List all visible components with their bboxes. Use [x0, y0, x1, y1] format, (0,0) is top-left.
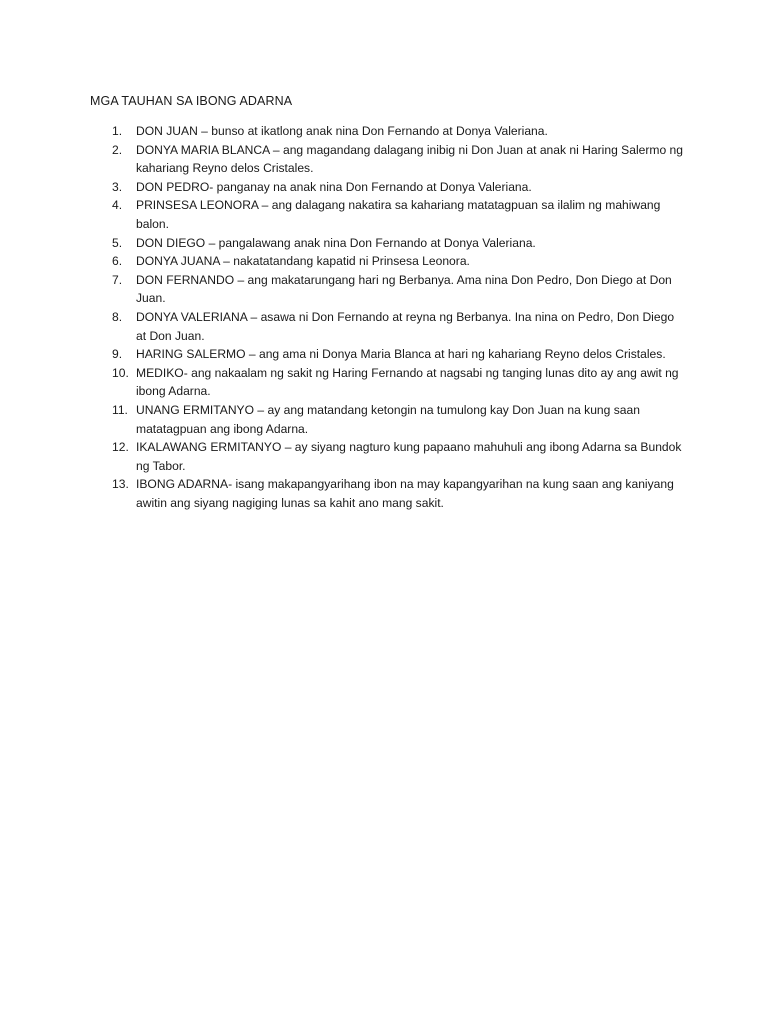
list-item-number: 11.	[112, 402, 128, 417]
list-item-text: DON JUAN – bunso at ikatlong anak nina Don Fernando at Donya Valeriana.	[136, 124, 548, 138]
list-item-number: 2.	[112, 142, 123, 157]
list-item	[90, 234, 686, 253]
list-item	[90, 345, 686, 364]
list-item	[90, 252, 686, 271]
character-list	[90, 122, 686, 512]
list-item-number: 3.	[112, 179, 123, 194]
list-item	[90, 178, 686, 197]
list-item	[90, 196, 686, 233]
list-item-text: DONYA JUANA – nakatatandang kapatid ni Prinsesa Leonora.	[136, 254, 470, 269]
list-item-text: DON PEDRO- panganay na anak nina Don Fernando at Donya Valeriana.	[136, 179, 532, 194]
list-item-number: 8.	[112, 309, 123, 324]
list-item	[90, 141, 686, 178]
list-item-number: 13.	[112, 477, 129, 492]
list-item-number: 7.	[112, 272, 123, 287]
list-item-text: MEDIKO- ang nakaalam ng sakit ng Haring Fernando at nagsabi ng tanging lunas dito ay ang awit ng ibong Adarna.	[136, 365, 679, 399]
list-item-text: IBONG ADARNA- isang makapangyarihang ibon na may kapangyarihan na kung saan ang kaniyang awitin ang siyang nagiging lunas sa kahit ano mang sakit.	[136, 477, 674, 510]
list-item-text: UNANG ERMITANYO – ay ang matandang ketongin na tumulong kay Don Juan na kung saan matatagpuan ang ibong Adarna.	[136, 402, 640, 436]
document-title: MGA TAUHAN SA IBONG ADARNA	[90, 94, 293, 108]
list-item	[90, 475, 686, 512]
list-item-number: 10.	[112, 365, 129, 380]
list-item-number: 12.	[112, 440, 129, 455]
list-item	[90, 438, 686, 475]
list-item-number: 9.	[112, 347, 123, 362]
list-item-text: IKALAWANG ERMITANYO – ay siyang nagturo kung papaano mahuhuli ang ibong Adarna sa Bundok ng Tabor.	[136, 440, 682, 473]
list-item	[90, 401, 686, 438]
list-item-text: DON FERNANDO – ang makatarungang hari ng Berbanya. Ama nina Don Pedro, Don Diego at Don Juan.	[136, 272, 672, 306]
list-item	[90, 364, 686, 401]
list-item-number: 4.	[112, 198, 123, 213]
list-item-text: HARING SALERMO – ang ama ni Donya Maria Blanca at hari ng kahariang Reyno delos Cristales.	[136, 347, 666, 362]
list-item-text: DONYA VALERIANA – asawa ni Don Fernando at reyna ng Berbanya. Ina nina on Pedro, Don Diego at Don Juan.	[136, 309, 675, 343]
list-item-text: PRINSESA LEONORA – ang dalagang nakatira sa kahariang matatagpuan sa ilalim ng mahiwang balon.	[136, 198, 661, 231]
list-item	[90, 122, 686, 141]
list-item-number: 6.	[112, 254, 123, 269]
list-item-number: 1.	[112, 124, 123, 138]
list-item	[90, 271, 686, 308]
list-item-number: 5.	[112, 235, 123, 250]
list-item	[90, 308, 686, 345]
list-item-text: DONYA MARIA BLANCA – ang magandang dalagang inibig ni Don Juan at anak ni Haring Salermo ng kahariang Reyno delos Cristales.	[136, 142, 684, 176]
list-item-text: DON DIEGO – pangalawang anak nina Don Fernando at Donya Valeriana.	[136, 235, 536, 250]
